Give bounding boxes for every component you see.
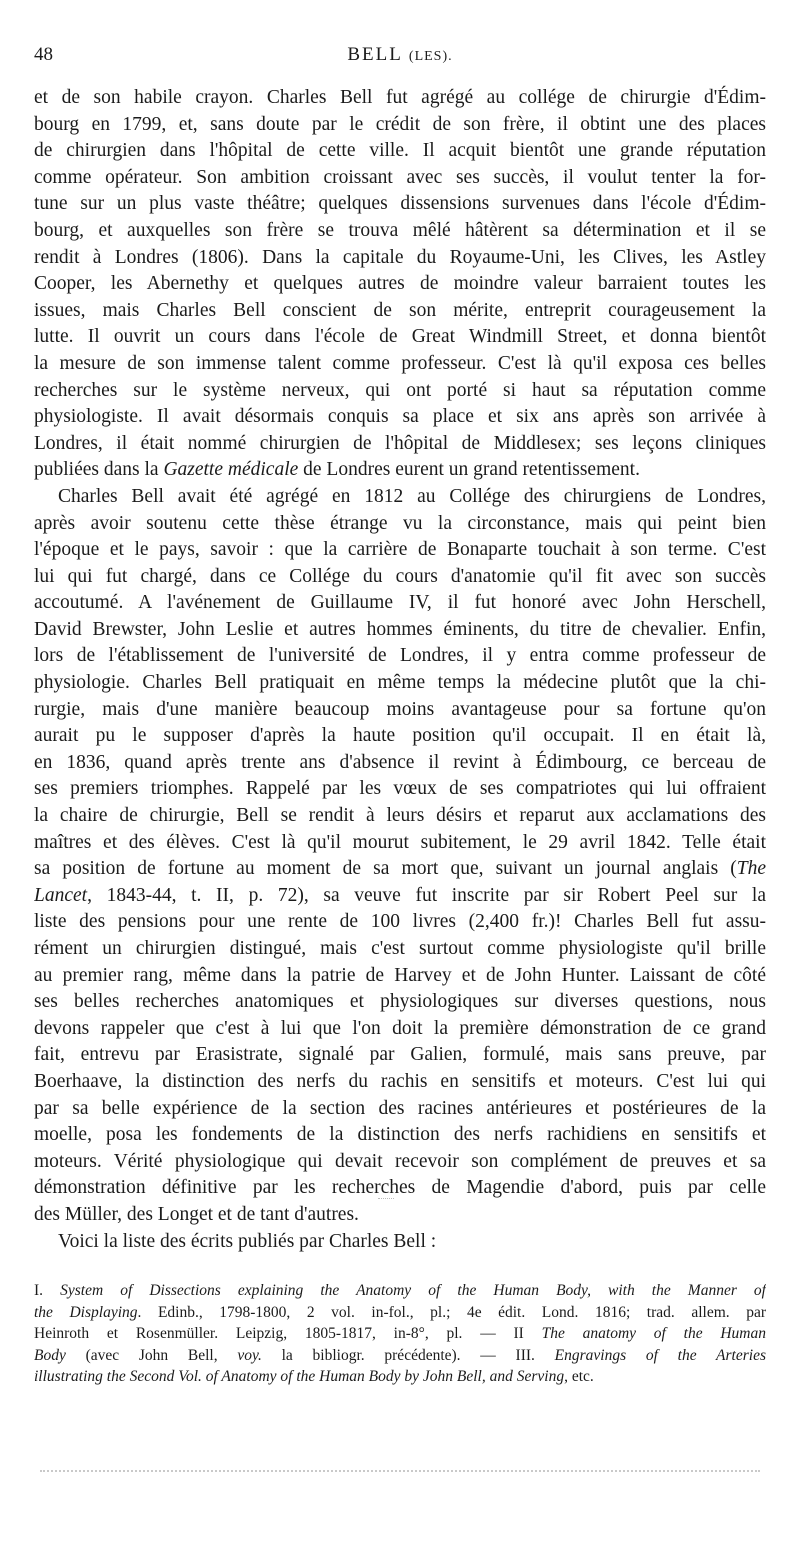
body-line: ses belles recherches anatomiques et physiologiques sur diverses questions, nous	[34, 991, 766, 1013]
body-line: Londres, il était nommé chirurgien de l'hôpital de Middlesex; ses leçons cliniques	[34, 432, 766, 454]
italic-title: Body	[34, 1346, 66, 1364]
body-line: David Brewster, John Leslie et autres hommes éminents, du titre de chevalier. Enfin,	[34, 618, 766, 640]
body-line: maîtres et des élèves. C'est là qu'il mourut subitement, le 29 avril 1842. Telle était	[34, 831, 766, 853]
text-span: , 1843-44, t. II, p. 72), sa veuve fut inscrite par sir Robert Peel sur la	[87, 884, 766, 906]
bibliography-line	[34, 1323, 766, 1345]
text-span: (avec John Bell,	[65, 1346, 238, 1364]
body-line: aurait pu le supposer d'après la haute position qu'il occupait. Il en était là,	[34, 725, 766, 747]
body-line: issues, mais Charles Bell conscient de son mérite, entreprit courageusement la	[34, 299, 766, 321]
body-line: et de son habile crayon. Charles Bell fut agrégé au collége de chirurgie d'Édim-	[34, 87, 766, 108]
body-line: Voici la liste des écrits publiés par Charles Bell :	[58, 1230, 437, 1252]
body-line: des Müller, des Longet et de tant d'autres.	[34, 1203, 359, 1225]
running-title-main: BELL	[347, 44, 403, 65]
body-line: lors de l'établissement de l'université de Londres, il y entra comme professeur de	[34, 645, 766, 667]
italic-title: Engravings of the Arteries	[554, 1346, 766, 1364]
body-line: démonstration définitive par les recherches de Magendie d'abord, puis par celle	[34, 1177, 766, 1199]
italic-title: System of Dissections explaining the Anatomy of the Human Body, with the Manner of	[60, 1282, 766, 1299]
body-line: Boerhaave, la distinction des nerfs du rachis en sensitifs et moteurs. C'est lui qui	[34, 1070, 766, 1092]
body-line: ses premiers triomphes. Rappelé par les vœux de ses compatriotes qui lui offraient	[34, 778, 766, 800]
body-line: la chaire de chirurgie, Bell se rendit à leurs désirs et reparut aux acclamations des	[34, 805, 766, 827]
italic-title: Gazette médicale	[163, 459, 299, 481]
body-line: comme opérateur. Son ambition croissant avec ses succès, il voulut tenter la for-	[34, 166, 766, 188]
body-line: fait, entrevu par Erasistrate, signalé par Galien, formulé, mais sans preuve, par	[34, 1044, 766, 1066]
body-line: rendit à Londres (1806). Dans la capitale du Royaume-Uni, les Clives, les Astley	[34, 246, 766, 268]
page-header	[34, 44, 766, 74]
body-line: liste des pensions pour une rente de 100 livres (2,400 fr.)! Charles Bell fut assu-	[34, 911, 766, 933]
body-line: lutte. Il ouvrit un cours dans l'école de Great Windmill Street, et donna bientôt	[34, 326, 766, 348]
italic-title: The	[736, 858, 766, 880]
page-number: 48	[34, 44, 53, 65]
body-line: après avoir soutenu cette thèse étrange vu la circonstance, mais qui peint bien	[34, 512, 766, 534]
text-span: . Edinb., 1798-1800, 2 vol. in-fol., pl.; 4e édit. Lond. 1816; trad. allem. par	[137, 1303, 766, 1321]
italic-title: Lancet	[34, 884, 88, 906]
text-span: I.	[34, 1282, 61, 1299]
print-speck	[378, 1198, 394, 1203]
body-line: au premier rang, même dans la patrie de Harvey et de John Hunter. Laissant de côté	[34, 964, 766, 986]
bibliography-line	[34, 1366, 766, 1388]
text-span: Heinroth et Rosenmüller. Leipzig, 1805-1817, in-8°, pl. — II	[34, 1325, 542, 1342]
body-line: physiologiste. Il avait désormais conquis sa place et six ans après son arrivée à	[34, 406, 766, 428]
body-line: la mesure de son immense talent comme professeur. C'est là qu'il exposa ces belles	[34, 352, 766, 374]
running-title-suffix: (LES).	[408, 49, 453, 64]
body-line	[34, 856, 766, 883]
body-line: par sa belle expérience de la section des racines antérieures et postérieures de la	[34, 1097, 766, 1119]
bibliography-footnote	[34, 1280, 766, 1388]
body-line: bourg, et auxquelles son frère se trouva mêlé hâtèrent sa détermination et il se	[34, 219, 766, 241]
body-line: moelle, posa les fondements de la distinction des nerfs rachidiens en sensitifs et	[34, 1124, 766, 1146]
bibliography-line	[34, 1280, 766, 1302]
text-span: , etc.	[564, 1368, 594, 1385]
body-line: de chirurgien dans l'hôpital de cette ville. Il acquit bientôt une grande réputation	[34, 140, 766, 162]
body-line: rurgie, mais d'une manière beaucoup moins avantageuse pour sa fortune qu'on	[34, 698, 766, 720]
body-line: en 1836, quand après trente ans d'absence il revint à Édimbourg, ce berceau de	[34, 751, 766, 773]
bibliography-line	[34, 1302, 766, 1324]
body-line: lui qui fut chargé, dans ce Collége du cours d'anatomie qu'il fit avec son succès	[34, 565, 766, 587]
text-span: sa position de fortune au moment de sa mort que, suivant un journal anglais (	[34, 858, 737, 880]
body-line: tune sur un plus vaste théâtre; quelques dissensions survenues dans l'école d'Édim-	[34, 193, 766, 215]
body-text	[34, 85, 766, 1255]
text-span: de Londres eurent un grand retentissement.	[298, 459, 640, 481]
body-line: accoutumé. A l'avénement de Guillaume IV, il fut honoré avec John Herschell,	[34, 592, 766, 614]
running-title	[34, 44, 766, 66]
body-line: Charles Bell avait été agrégé en 1812 au Collége des chirurgiens de Londres,	[58, 485, 766, 507]
body-line: Cooper, les Abernethy et quelques autres de moindre valeur barraient toutes les	[34, 273, 766, 295]
body-line: rément un chirurgien distingué, mais c'est surtout comme physiologiste qu'il brille	[34, 938, 766, 959]
italic-title: illustrating the Second Vol. of Anatomy of the Human Body by John Bell, and Serving	[34, 1368, 565, 1385]
bibliography-line	[34, 1345, 766, 1367]
bottom-dotted-rule	[40, 1470, 760, 1472]
body-line	[34, 883, 766, 910]
text-span: la bibliogr. précédente). — III.	[261, 1346, 555, 1364]
body-line: l'époque et le pays, savoir : que la carrière de Bonaparte touchait à son terme. C'est	[34, 539, 766, 561]
italic-title: the Displaying	[34, 1303, 138, 1321]
body-line: recherches sur le système nerveux, qui ont porté si haut sa réputation comme	[34, 379, 766, 401]
body-line: bourg en 1799, et, sans doute par le crédit de son frère, il obtint une des places	[34, 113, 766, 135]
italic-title: The anatomy of the Human	[541, 1325, 766, 1342]
body-line: physiologie. Charles Bell pratiquait en même temps la médecine plutôt que la chi-	[34, 672, 766, 694]
body-line: moteurs. Vérité physiologique qui devait recevoir son complément de preuves et sa	[34, 1150, 766, 1172]
italic-title: voy.	[237, 1346, 262, 1364]
body-line: devons rappeler que c'est à lui que l'on doit la première démonstration de ce grand	[34, 1017, 766, 1039]
body-line	[34, 457, 766, 484]
text-span: publiées dans la	[34, 459, 164, 481]
